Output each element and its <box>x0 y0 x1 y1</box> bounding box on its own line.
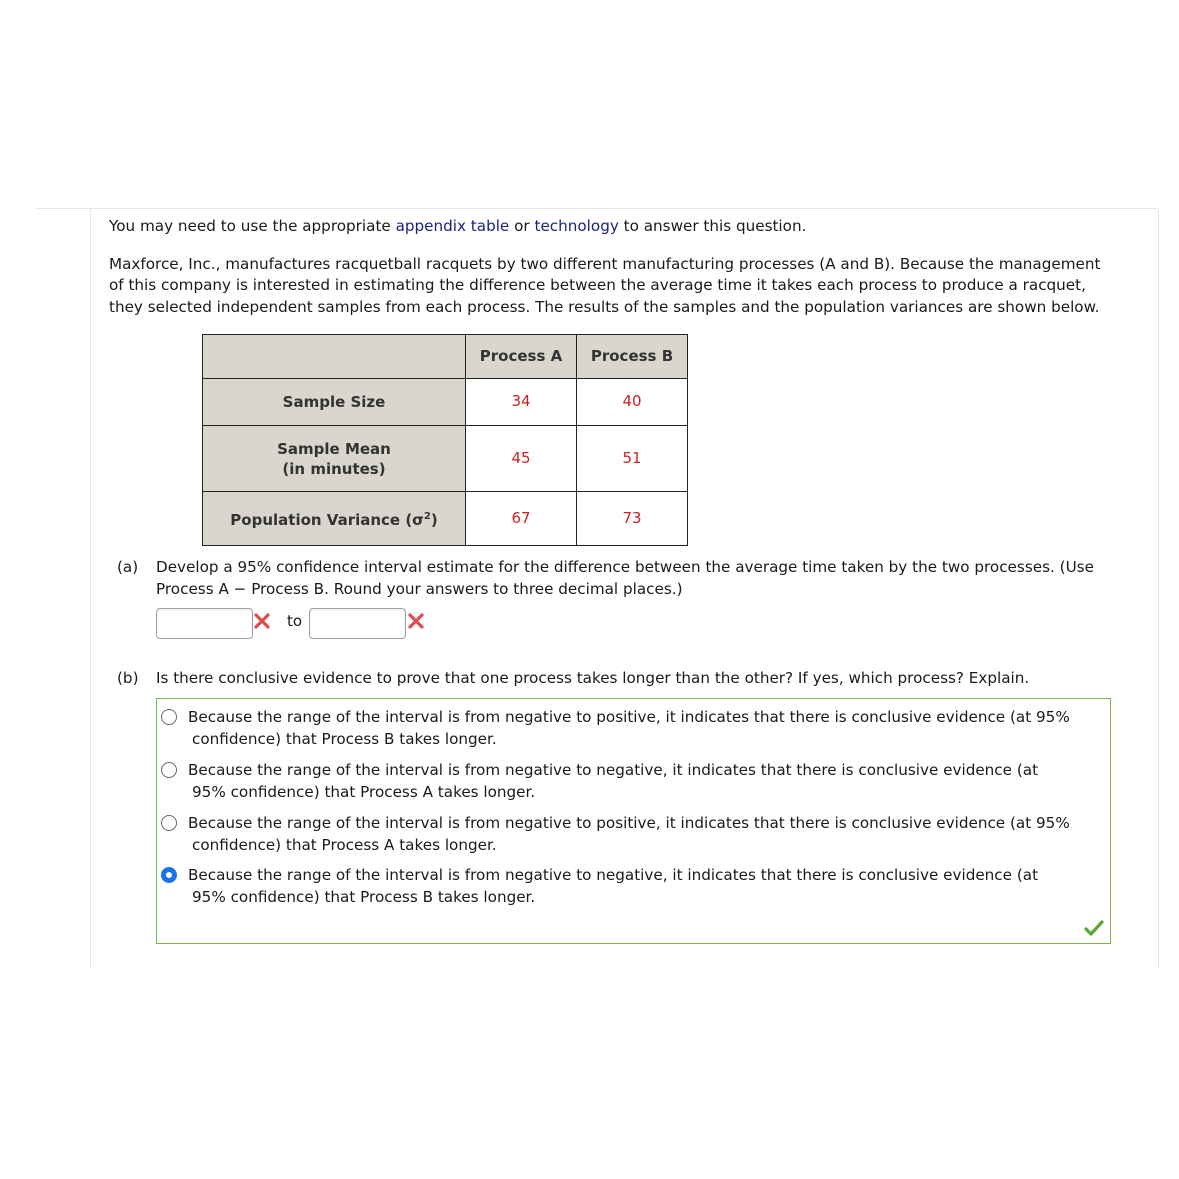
lower-bound-input[interactable] <box>156 608 253 639</box>
choice-line-2: 95% confidence) that Process A takes longer. <box>192 782 536 801</box>
intro-prefix: You may need to use the appropriate <box>109 217 396 235</box>
process-data-table <box>202 334 688 546</box>
frame-right-border <box>1158 209 1159 969</box>
choice-line-2: 95% confidence) that Process B takes longer. <box>192 887 536 906</box>
part-a-line-1: Develop a 95% confidence interval estimate for the difference between the average time taken by the two processes. (Use <box>156 558 1094 576</box>
problem-statement <box>109 254 1149 319</box>
choice-line-1: Because the range of the interval is from negative to positive, it indicates that there is conclusive evidence (at 95% <box>188 708 1070 726</box>
row-label-end: ) <box>430 511 438 529</box>
table-header-row <box>203 335 688 379</box>
choice-text <box>188 760 1108 803</box>
problem-line-1: Maxforce, Inc., manufactures racquetball racquets by two different manufacturing processes (A and B). Because the management <box>109 254 1101 273</box>
table-row <box>203 426 688 492</box>
choice-line-2: confidence) that Process A takes longer. <box>192 835 497 854</box>
choice-text <box>188 865 1108 908</box>
correct-check-icon <box>1084 919 1104 937</box>
part-a-label: (a) <box>117 558 139 576</box>
radio-button-selected[interactable] <box>161 867 177 883</box>
header-process-a: Process A <box>466 335 577 379</box>
upper-bound-input[interactable] <box>309 608 406 639</box>
table-row <box>203 379 688 426</box>
population-variance-a: 67 <box>466 492 577 546</box>
intro-middle: or <box>509 217 535 235</box>
table-corner-cell <box>203 335 466 379</box>
row-label-subtext: (in minutes) <box>282 459 386 478</box>
problem-line-3: they selected independent samples from each process. The results of the samples and the population variances are shown below. <box>109 297 1100 316</box>
choice-text <box>188 707 1108 750</box>
choice-line-2: confidence) that Process B takes longer. <box>192 729 497 748</box>
table-row <box>203 492 688 546</box>
radio-button[interactable] <box>161 815 177 831</box>
incorrect-x-icon <box>406 611 426 631</box>
sample-size-b: 40 <box>577 379 688 426</box>
frame-left-border <box>90 209 91 969</box>
sample-mean-b: 51 <box>577 426 688 492</box>
part-a-line-2: Process A − Process B. Round your answers to three decimal places.) <box>156 579 683 598</box>
row-label-population-variance <box>203 492 466 546</box>
row-label-sample-mean <box>203 426 466 492</box>
choice-line-1: Because the range of the interval is from negative to negative, it indicates that there is conclusive evidence (at <box>188 866 1039 884</box>
incorrect-x-icon <box>252 611 272 631</box>
sample-mean-a: 45 <box>466 426 577 492</box>
population-variance-b: 73 <box>577 492 688 546</box>
choice-line-1: Because the range of the interval is from negative to positive, it indicates that there is conclusive evidence (at 95% <box>188 814 1070 832</box>
radio-button[interactable] <box>161 709 177 725</box>
technology-link[interactable]: technology <box>534 217 619 235</box>
row-label-text: Sample Mean <box>277 439 391 458</box>
part-a-text <box>156 557 1146 600</box>
answer-choices-box <box>156 698 1111 944</box>
intro-suffix: to answer this question. <box>618 217 807 235</box>
choice-line-1: Because the range of the interval is from negative to negative, it indicates that there is conclusive evidence (at <box>188 761 1039 779</box>
radio-button[interactable] <box>161 762 177 778</box>
header-process-b: Process B <box>577 335 688 379</box>
part-b-question: Is there conclusive evidence to prove that one process takes longer than the other? If yes, which process? Explain. <box>156 669 1030 687</box>
row-label-text: Population Variance (σ <box>230 511 424 529</box>
part-b-label: (b) <box>117 669 139 687</box>
sample-size-a: 34 <box>466 379 577 426</box>
row-label-text: Sample Size <box>282 393 386 411</box>
problem-line-2: of this company is interested in estimating the difference between the average time it takes each process to produce a racquet, <box>109 276 1086 294</box>
choice-text <box>188 813 1108 856</box>
to-label: to <box>287 612 303 630</box>
appendix-table-link[interactable]: appendix table <box>395 217 510 235</box>
superscript: 2 <box>423 511 431 522</box>
row-label-sample-size <box>203 379 466 426</box>
intro-text <box>109 216 1149 238</box>
